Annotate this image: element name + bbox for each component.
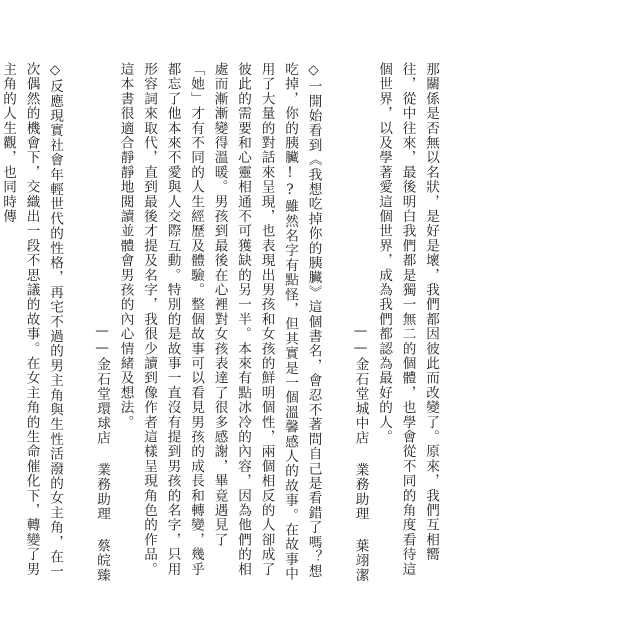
text-line: 下，交織出一段不思議的故事。在女主角的生命催化下，轉變了男主角的人生觀，也同時傳 xyxy=(0,62,40,577)
text-line: 用形容詞來取代，直到最後才提及名字，我很少讀到像作者這樣呈現角色的作品。這本書很 xyxy=(117,62,181,577)
text-line: 那關係是否無以名狀，是好是壞，我們都因彼此而改變了。原來，我們互相嚮往，從中往 xyxy=(399,62,439,562)
text-line: 表現出男孩和女孩的鮮明個性，兩個相反的人卻成了彼此的需要和心靈相通不可獲缺的另一 xyxy=(235,62,275,577)
text-line: 和轉變，幾乎都忘了他本來不愛與人交際互動。特別的是故事一直沒有提到男孩的名字，只 xyxy=(164,62,204,577)
paragraph-3 xyxy=(0,62,66,582)
diamond-bullet-icon: ◇ xyxy=(305,62,322,80)
text-line: 一開始看到《我想吃掉你的胰臟》這個書名，會忍不著問自己是看錯了嗎？想吃掉，你的胰 xyxy=(282,62,322,579)
diamond-bullet-icon: ◇ xyxy=(47,62,63,80)
text-line: 了很多感謝，畢竟遇見了「她」才有不同的人生經歷及體驗。整個故事可以看見男孩的成長 xyxy=(188,62,228,548)
paragraph-1 xyxy=(348,62,442,582)
text-line: 半。本來有點冰冷的內容，因為他們的相處而漸漸變得溫暖。男孩到最後在心裡對女孩表達 xyxy=(211,62,251,577)
signature: ——金石堂城中店 業務助理 葉翊潔 xyxy=(352,322,369,582)
text-line: 臟!?雖然名字有點怪，但其實是一個溫馨感人的故事。在故事中用了大量的對話來呈現，也 xyxy=(258,62,298,582)
paragraph-2 xyxy=(90,62,325,582)
text-line: 個世界，成為我們都認為最好的人。 xyxy=(376,209,392,445)
text-line: 反應現實社會年輕世代的性格，再宅不過的男主角與生性活潑的女主角，在一次偶然的機會 xyxy=(23,62,63,579)
signature: ——金石堂環球店 業務助理 蔡皖臻 xyxy=(94,322,110,582)
vertical-text-column xyxy=(0,62,442,582)
text-line: 適合靜靜地閱讀並體會男孩的內心情緒及想法。 xyxy=(117,120,134,430)
text-line: 來，最後明白我們都是獨一無二的個體，也學會從不同的角度看待這個世界，以及學著愛這 xyxy=(376,62,416,577)
